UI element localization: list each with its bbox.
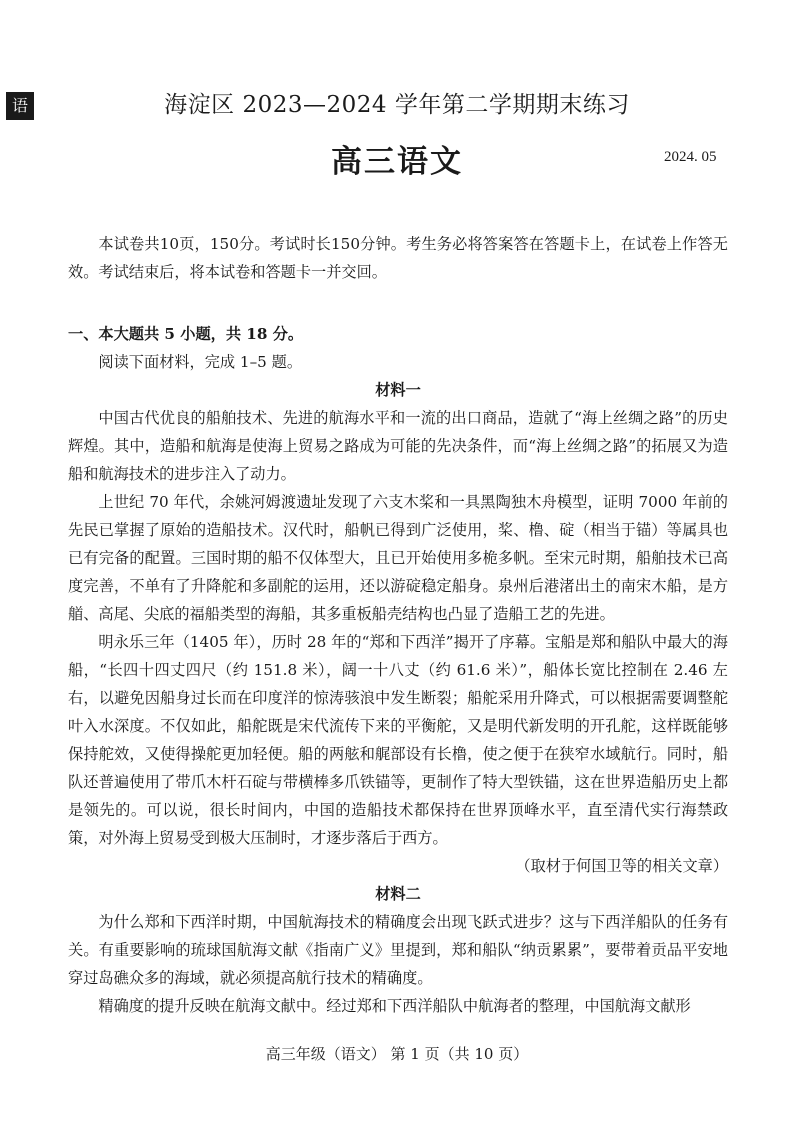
material-2-paragraph: 为什么郑和下西洋时期，中国航海技术的精确度会出现飞跃式进步？这与下西洋船队的任务有关。有重要影响的琉球国航海文献《指南广义》里提到，郑和船队“纳贡累累”，要带着贡品平安地穿过岛礁众多的海域，就必须提高航行技术的精确度。 [68, 913, 728, 987]
material-1-source: （取材于何国卫等的相关文章） [515, 857, 728, 875]
exam-content [68, 230, 728, 1020]
subject-tab: 语 [6, 92, 34, 120]
material-1-paragraph: 上世纪 70 年代，余姚河姆渡遗址发现了六支木桨和一具黑陶独木舟模型，证明 7000 年前的先民已掌握了原始的造船技术。汉代时，船帆已得到广泛使用，桨、橹、碇（相当于锚）等属具也已有完备的配置。三国时期的船不仅体型大，且已开始使用多桅多帆。至宋元时期，船舶技术已高度完善，不单有了升降舵和多副舵的运用，还以游碇稳定船身。泉州后港渚出土的南宋木船，是方艏、高尾、尖底的福船类型的海船，其多重板船壳结构也凸显了造船工艺的先进。 [68, 493, 728, 623]
page-footer: 高三年级（语文） 第 1 页（共 10 页） [265, 1045, 529, 1063]
material-2-title: 材料二 [375, 885, 421, 903]
subject-title: 高三语文 [331, 144, 463, 180]
material-1-title: 材料一 [375, 381, 421, 399]
material-1-paragraph: 明永乐三年（1405 年），历时 28 年的“郑和下西洋”揭开了序幕。宝船是郑和船队中最大的海船，“长四十四丈四尺（约 151.8 米），阔一十八丈（约 61.6 米）”，船体长宽比控制在 2.46 左右，以避免因船身过长而在印度洋的惊涛骇浪中发生断裂；船舵采用升降式，可以根据需要调整舵叶入水深度。不仅如此，船舵既是宋代流传下来的平衡舵，又是明代新发明的开孔舵，这样既能够保持舵效，又使得操舵更加轻便。船的两舷和艉部设有长橹，使之便于在狭窄水域航行。同时，船队还普遍使用了带爪木杆石碇与带横棒多爪铁锚等，更制作了特大型铁锚，这在世界造船历史上都是领先的。可以说，很长时间内，中国的造船技术都保持在世界顶峰水平，直至清代实行海禁政策，对外海上贸易受到极大压制时，才逐步落后于西方。 [68, 633, 728, 847]
section-prompt: 阅读下面材料，完成 1–5 题。 [98, 353, 303, 371]
section-heading: 一、本大题共 5 小题，共 18 分。 [68, 325, 304, 343]
material-1-paragraph: 中国古代优良的船舶技术、先进的航海水平和一流的出口商品，造就了“海上丝绸之路”的历史辉煌。其中，造船和航海是使海上贸易之路成为可能的先决条件，而“海上丝绸之路”的拓展又为造船和航海技术的进步注入了动力。 [68, 409, 728, 483]
exam-title: 海淀区 2023—2024 学年第二学期期末练习 [164, 92, 630, 118]
exam-date: 2024. 05 [664, 149, 717, 165]
material-2-paragraph: 精确度的提升反映在航海文献中。经过郑和下西洋船队中航海者的整理，中国航海文献形 [98, 997, 691, 1015]
exam-instructions: 本试卷共10页，150分。考试时长150分钟。考生务必将答案答在答题卡上，在试卷上作答无效。考试结束后，将本试卷和答题卡一并交回。 [68, 235, 728, 281]
